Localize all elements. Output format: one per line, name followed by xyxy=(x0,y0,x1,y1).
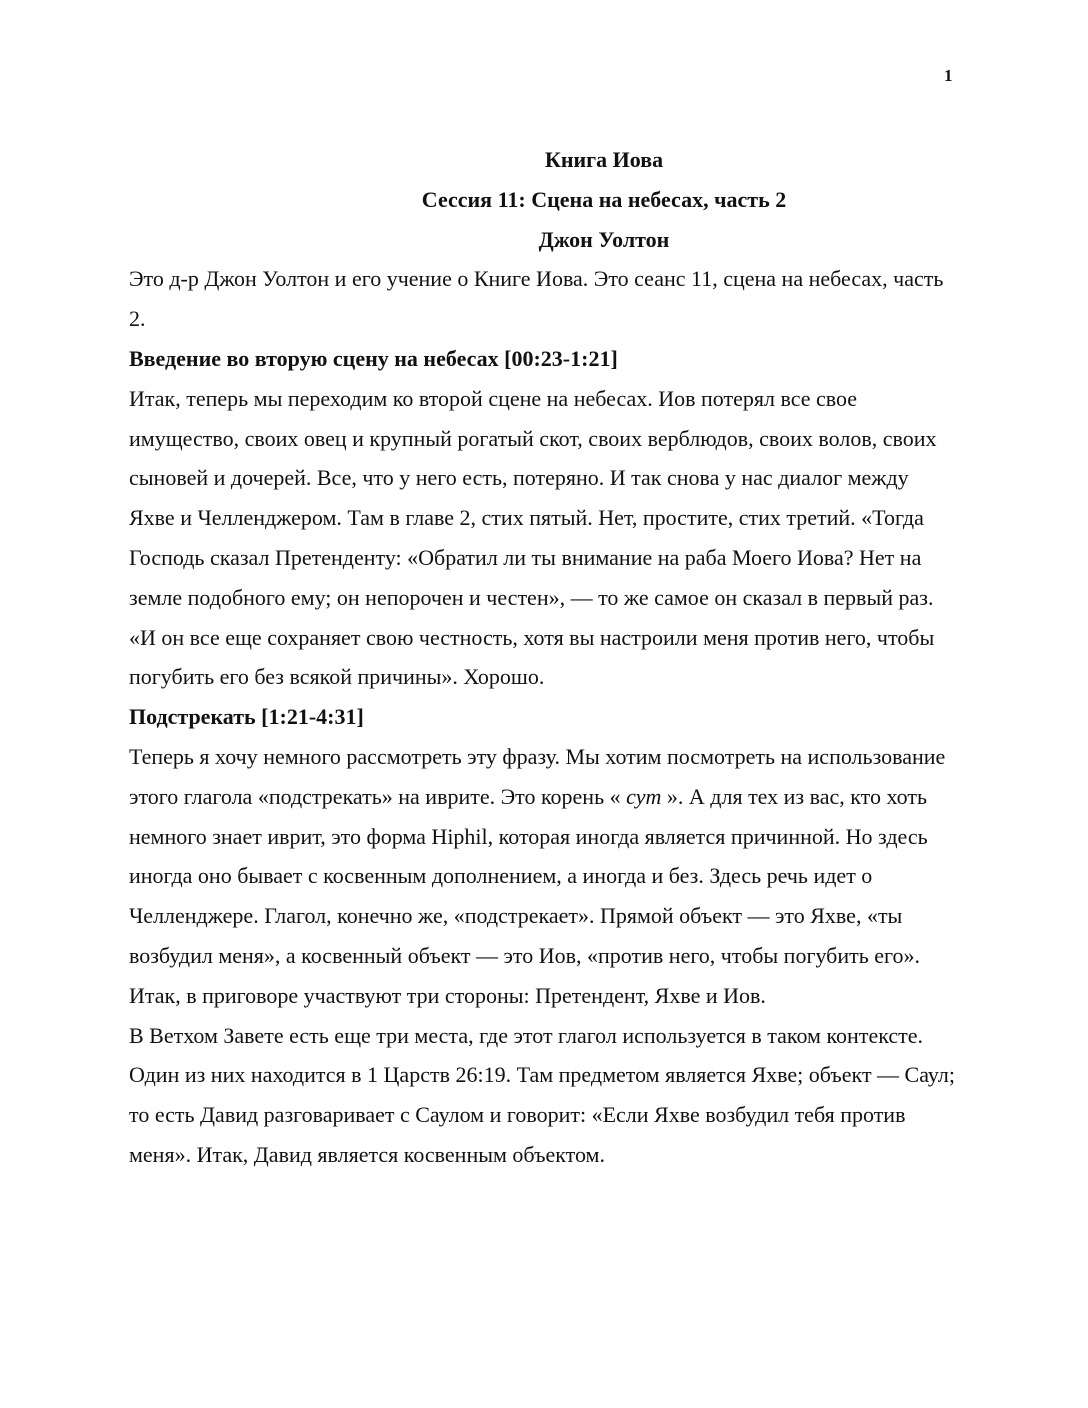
section-heading-intro-scene: Введение во вторую сцену на небесах [00:23-1:21] xyxy=(129,345,618,371)
hebrew-term: сут xyxy=(626,783,662,809)
paragraph-text-after-term: ». А для тех из вас, кто хоть немного знает иврит, это форма Hiphil, которая иногда является причинной. Но здесь иногда оно бывает с косвенным дополнением, а иногда и без. Здесь речь идет о Челленджере. Глагол, конечно же, «подстрекает». Прямой объект — это Яхве, «ты возбудил меня», а косвенный объект — это Иов, «против него, чтобы погубить его». Итак, в приговоре участвуют три стороны: Претендент, Яхве и Иов. xyxy=(129,783,928,1008)
section-paragraph-old-testament: В Ветхом Завете есть еще три места, где этот глагол используется в таком контексте. Один из них находится в 1 Царств 26:19. Там предметом является Яхве; объект — Саул; то есть Давид разговаривает с Саулом и говорит: «Если Яхве возбудил тебя против меня». Итак, Давид является косвенным объектом. xyxy=(129,1022,955,1167)
paragraph-text-before-term: Теперь я хочу немного рассмотреть эту фразу. Мы хотим посмотреть на использование этого глагола «подстрекать» на иврите. Это корень « xyxy=(129,743,946,809)
document-title: Книга Иова xyxy=(544,147,664,172)
document-body xyxy=(129,140,959,1175)
section-paragraph-incite xyxy=(129,737,959,1016)
section-heading-incite: Подстрекать [1:21-4:31] xyxy=(129,704,364,730)
page-number: 1 xyxy=(944,66,953,85)
document-subtitle: Сессия 11: Сцена на небесах, часть 2 xyxy=(421,186,787,212)
section-paragraph-intro-scene: Итак, теперь мы переходим ко второй сцене на небесах. Иов потерял все свое имущество, своих овец и крупный рогатый скот, своих верблюдов, своих волов, своих сыновей и дочерей. Все, что у него есть, потеряно. И так снова у нас диалог между Яхве и Челленджером. Там в главе 2, стих пятый. Нет, простите, стих третий. «Тогда Господь сказал Претенденту: «Обратил ли ты внимание на раба Моего Иова? Нет на земле подобного ему; он непорочен и честен», — то же самое он сказал в первый раз. «И он все еще сохраняет свою честность, хотя вы настроили меня против него, чтобы погубить его без всякой причины». Хорошо. xyxy=(129,385,937,690)
document-author: Джон Уолтон xyxy=(538,226,670,252)
intro-paragraph: Это д-р Джон Уолтон и его учение о Книге Иова. Это сеанс 11, сцена на небесах, часть 2. xyxy=(129,266,944,332)
